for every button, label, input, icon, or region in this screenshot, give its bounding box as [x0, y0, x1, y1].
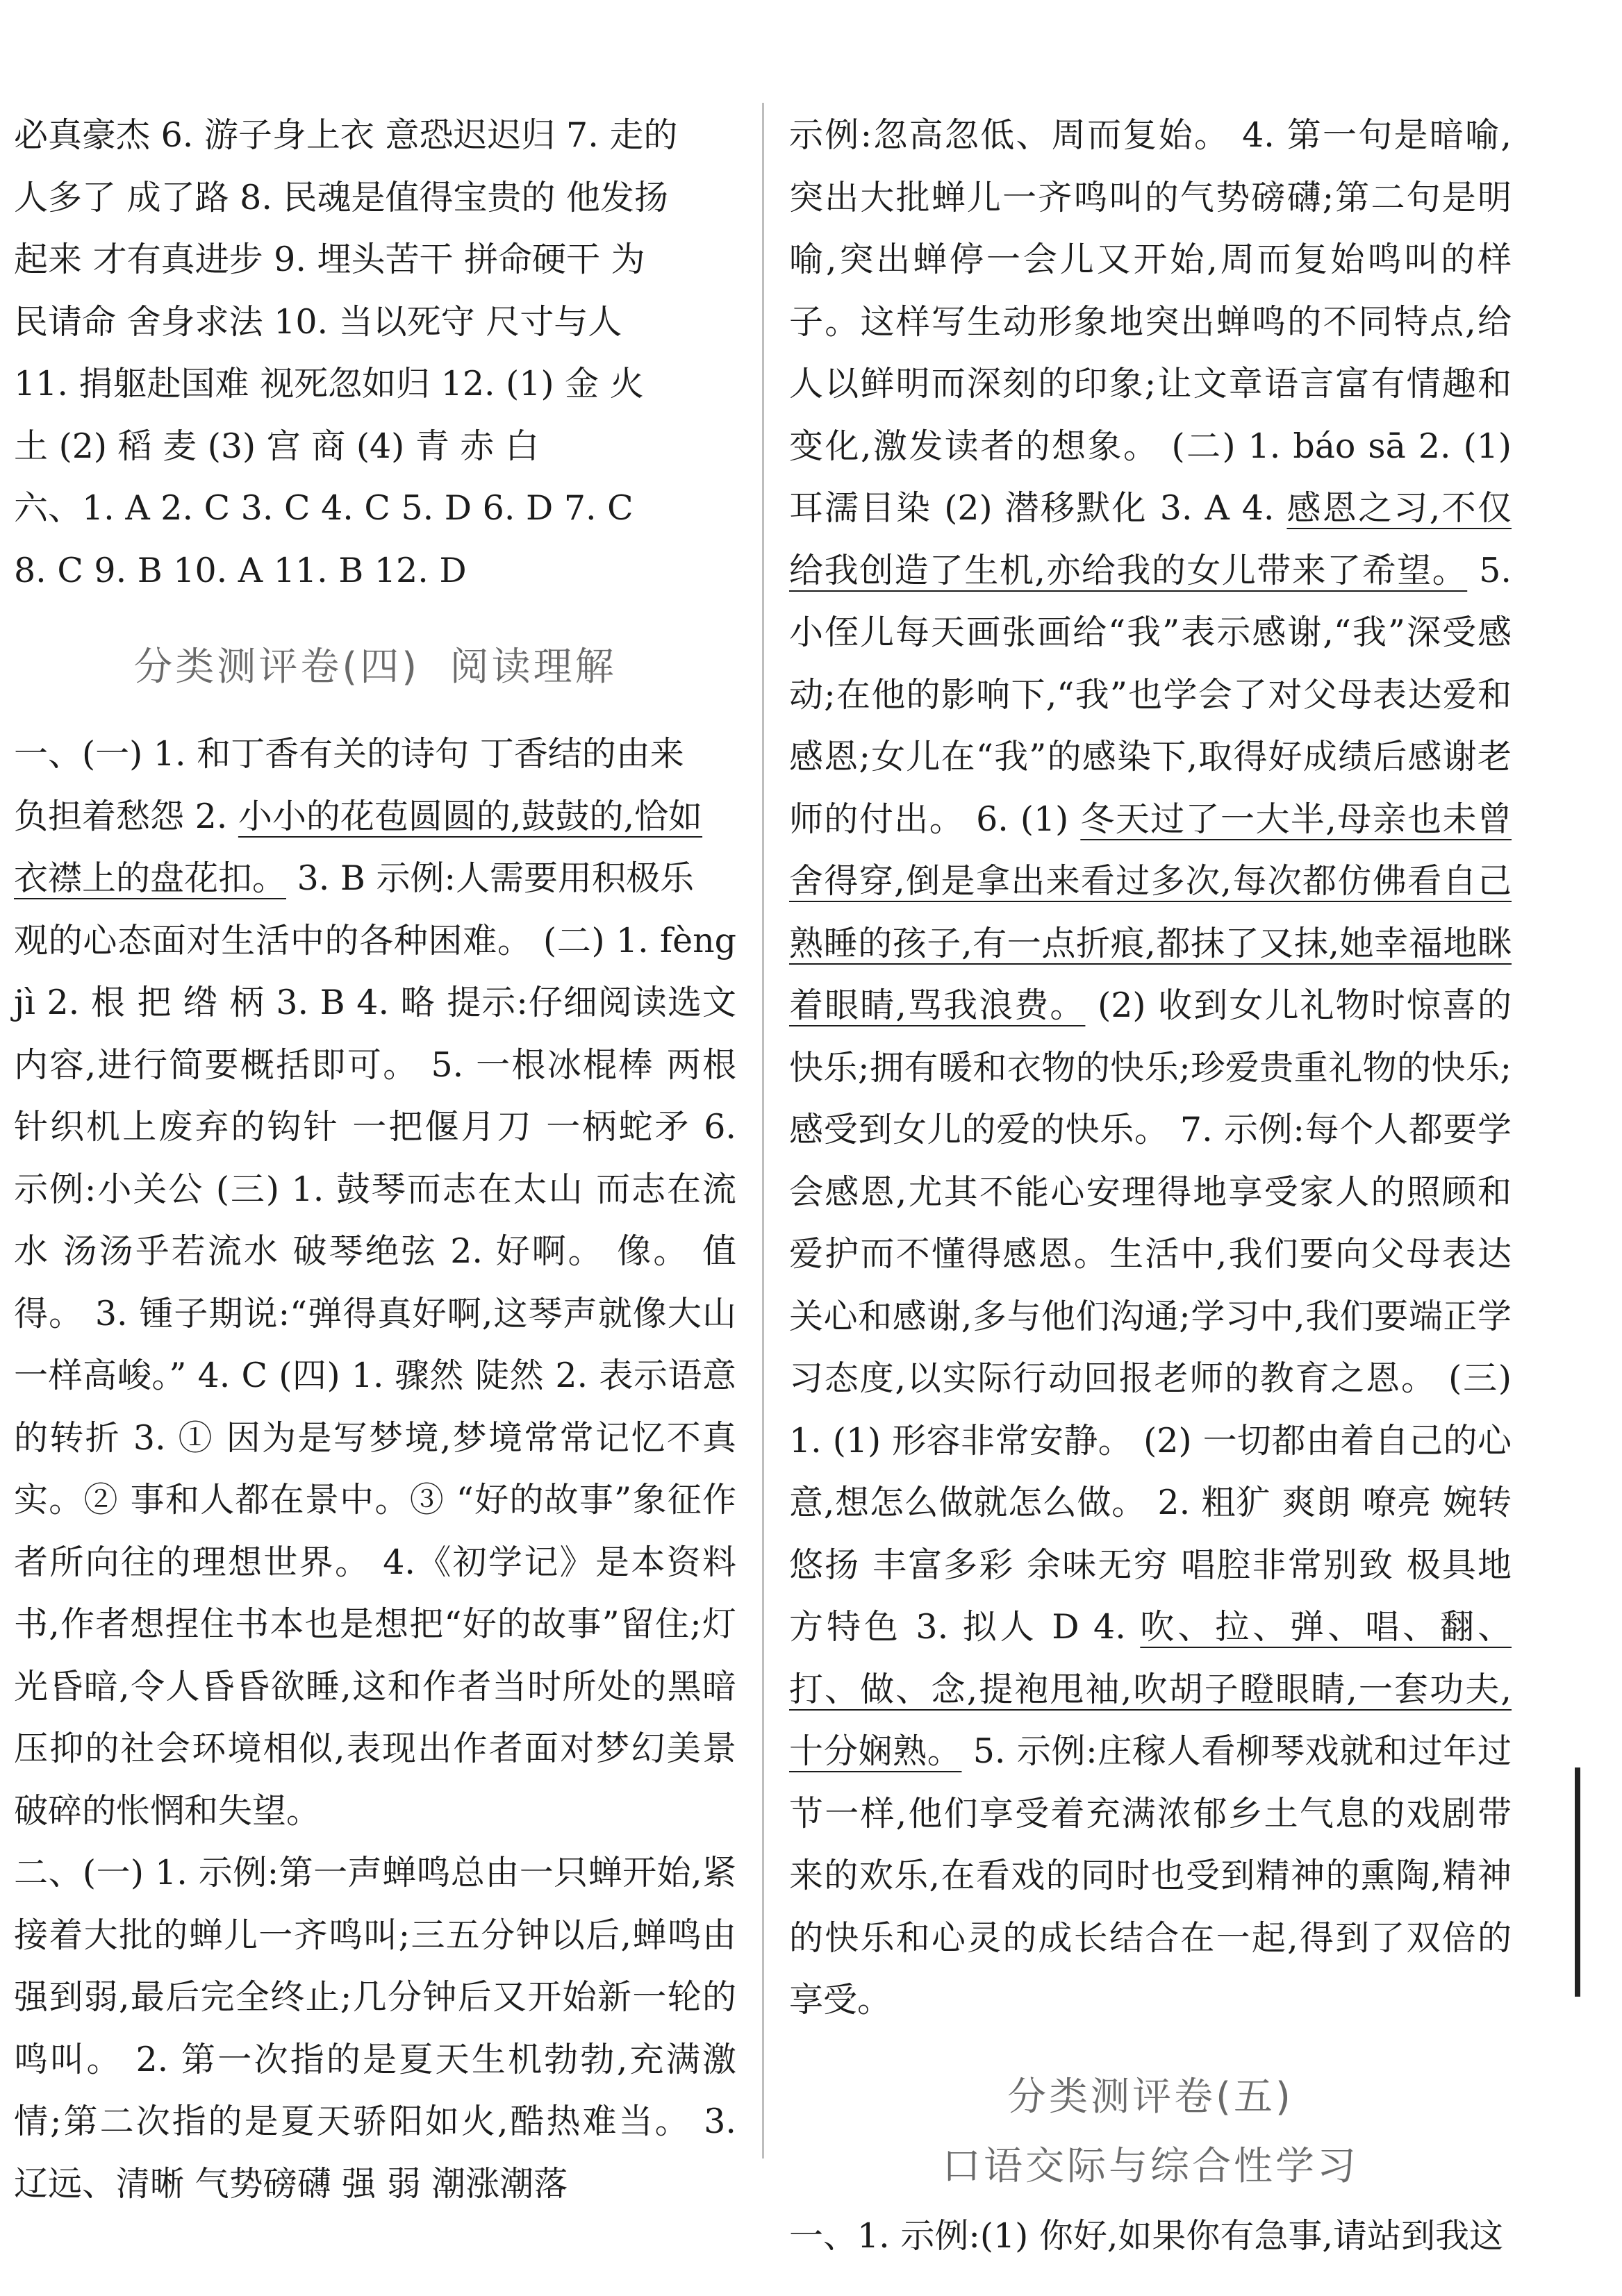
answer-text: 3. B 示例:人需要用积极乐 [286, 858, 695, 898]
answer-line: 一、(一) 1. 和丁香有关的诗句 丁香结的由来 [14, 734, 684, 774]
right-column [789, 104, 1512, 2267]
answer-line: 土 (2) 稻 麦 (3) 宫 商 (4) 青 赤 白 [14, 426, 539, 466]
section-heading-5-subtitle [789, 2132, 1512, 2202]
answer-text: 5. 小侄儿每天画张画给“我”表示感谢,“我”深受感动;在他的影响下,“我”也学会了对父母表达爱和感恩;女儿在“我”的感染下,取得好成绩后感谢老师的付出。 6. (1) [789, 550, 1512, 839]
answer-line [14, 847, 736, 910]
section-subtitle: 口语交际与综合性学习 [942, 2143, 1359, 2189]
answer-line: 民请命 舍身求法 10. 当以死守 尺寸与人 [14, 301, 622, 342]
left-column [14, 104, 736, 2215]
underlined-answer: 衣襟上的盘花扣。 [14, 858, 287, 898]
section-heading-5 [789, 2063, 1512, 2132]
answer-text: 负担着愁怨 2. [14, 796, 238, 836]
answer-line: 人多了 成了路 8. 民魂是值得宝贵的 他发扬 [14, 177, 669, 217]
answer-line: 必真豪杰 6. 游子身上衣 意恐迟迟归 7. 走的 [14, 115, 678, 155]
answer-text: (2) 收到女儿礼物时惊喜的快乐;拥有暖和衣物的快乐;珍爱贵重礼物的快乐;感受到女儿的爱的快乐。 7. 示例:每个人都要学会感恩,尤其不能心安理得地享受家人的照顾和爱护而不懂得感恩。生活中,我们要向父母表达关心和感谢,多与他们沟通;学习中,我们要端正学习态度,以实际行动回报老师的教育之恩。 (三) 1. (1) 形容非常安静。 (2) 一切都由着自己的心意,想怎么做就怎么做。 2. 粗犷 爽朗 嘹亮 婉转悠扬 丰富多彩 余味无穷 唱腔非常别致 极具地方特色 3. 拟人 D 4. [789, 985, 1512, 1647]
scan-mark [1575, 1767, 1580, 1997]
answer-line: 8. C 9. B 10. A 11. B 12. D [14, 550, 467, 590]
answer-paragraph: 二、(一) 1. 示例:第一声蝉鸣总由一只蝉开始,紧接着大批的蝉儿一齐鸣叫;三五分钟以后,蝉鸣由强到弱,最后完全终止;几分钟后又开始新一轮的鸣叫。 2. 第一次指的是夏天生机勃勃,充满激情;第二次指的是夏天骄阳如火,酷热难当。 3. 辽远、清晰 气势磅礴 强 弱 潮涨潮落 [14, 1853, 736, 2204]
column-divider [762, 103, 764, 2158]
section-subtitle: 阅读理解 [449, 644, 617, 690]
answer-paragraph [789, 104, 1512, 2031]
section-title: 分类测评卷(五) [1007, 2074, 1293, 2120]
underlined-answer: 小小的花苞圆圆的,鼓鼓的,恰如 [238, 796, 703, 836]
section-title: 分类测评卷(四) [133, 644, 420, 690]
answer-line: 六、1. A 2. C 3. C 4. C 5. D 6. D 7. C [14, 488, 634, 528]
answer-text: 5. 示例:庄稼人看柳琴戏就和过年过节一样,他们享受着充满浓郁乡土气息的戏剧带来的欢乐,在看戏的同时也受到精神的熏陶,精神的快乐和心灵的成长结合在一起,得到了双倍的享受。 [789, 1731, 1512, 2020]
underlined-answer: 感恩之习,不仅给我创造了生机,亦给我的女儿带来了希望。 [789, 488, 1512, 590]
section-heading-4 [14, 633, 736, 702]
answer-line [14, 785, 736, 848]
answer-paragraph: 观的心态面对生活中的各种困难。 (二) 1. fèng jì 2. 根 把 绺 柄 3. B 4. 略 提示:仔细阅读选文内容,进行简要概括即可。 5. 一根冰棍棒 两根针织机上废弃的钩针 一把偃月刀 一柄蛇矛 6. 示例:小关公 (三) 1. 鼓琴而志在太山 而志在流水 汤汤乎若流水 破琴绝弦 2. 好啊。 像。 值得。 3. 锺子期说:“弹得真好啊,这琴声就像大山一样高峻。” 4. C (四) 1. 骤然 陡然 2. 表示语意的转折 3. ① 因为是写梦境,梦境常常记忆不真实。② 事和人都在景中。③ “好的故事”象征作者所向往的理想世界。 4.《初学记》是本资料书,作者想捏住书本也是想把“好的故事”留住;灯光昏暗,令人昏昏欲睡,这和作者当时所处的黑暗压抑的社会环境相似,表现出作者面对梦幻美景破碎的怅惘和失望。 [14, 920, 736, 1831]
answer-line: 11. 捐躯赴国难 视死忽如归 12. (1) 金 火 [14, 364, 644, 404]
answer-line: 一、1. 示例:(1) 你好,如果你有急事,请站到我这 [789, 2215, 1503, 2256]
answer-text: 示例:忽高忽低、周而复始。 4. 第一句是暗喻,突出大批蝉儿一齐鸣叫的气势磅礴;第二句是明喻,突出蝉停一会儿又开始,周而复始鸣叫的样子。这样写生动形象地突出蝉鸣的不同特点,给人以鲜明而深刻的印象;让文章语言富有情趣和变化,激发读者的想象。 (二) 1. báo sā 2. (1) 耳濡目染 (2) 潜移默化 3. A 4. [789, 115, 1512, 528]
underlined-answer: 吹、拉、弹、唱、翻、打、做、念,提袍甩袖,吹胡子瞪眼睛,一套功夫,十分娴熟。 [789, 1607, 1512, 1771]
underlined-answer: 冬天过了一大半,母亲也未曾舍得穿,倒是拿出来看过多次,每次都仿佛看自己熟睡的孩子,有一点折痕,都抹了又抹,她幸福地眯着眼睛,骂我浪费。 [789, 799, 1512, 1025]
answer-line: 起来 才有真进步 9. 埋头苦干 拼命硬干 为 [14, 240, 645, 279]
